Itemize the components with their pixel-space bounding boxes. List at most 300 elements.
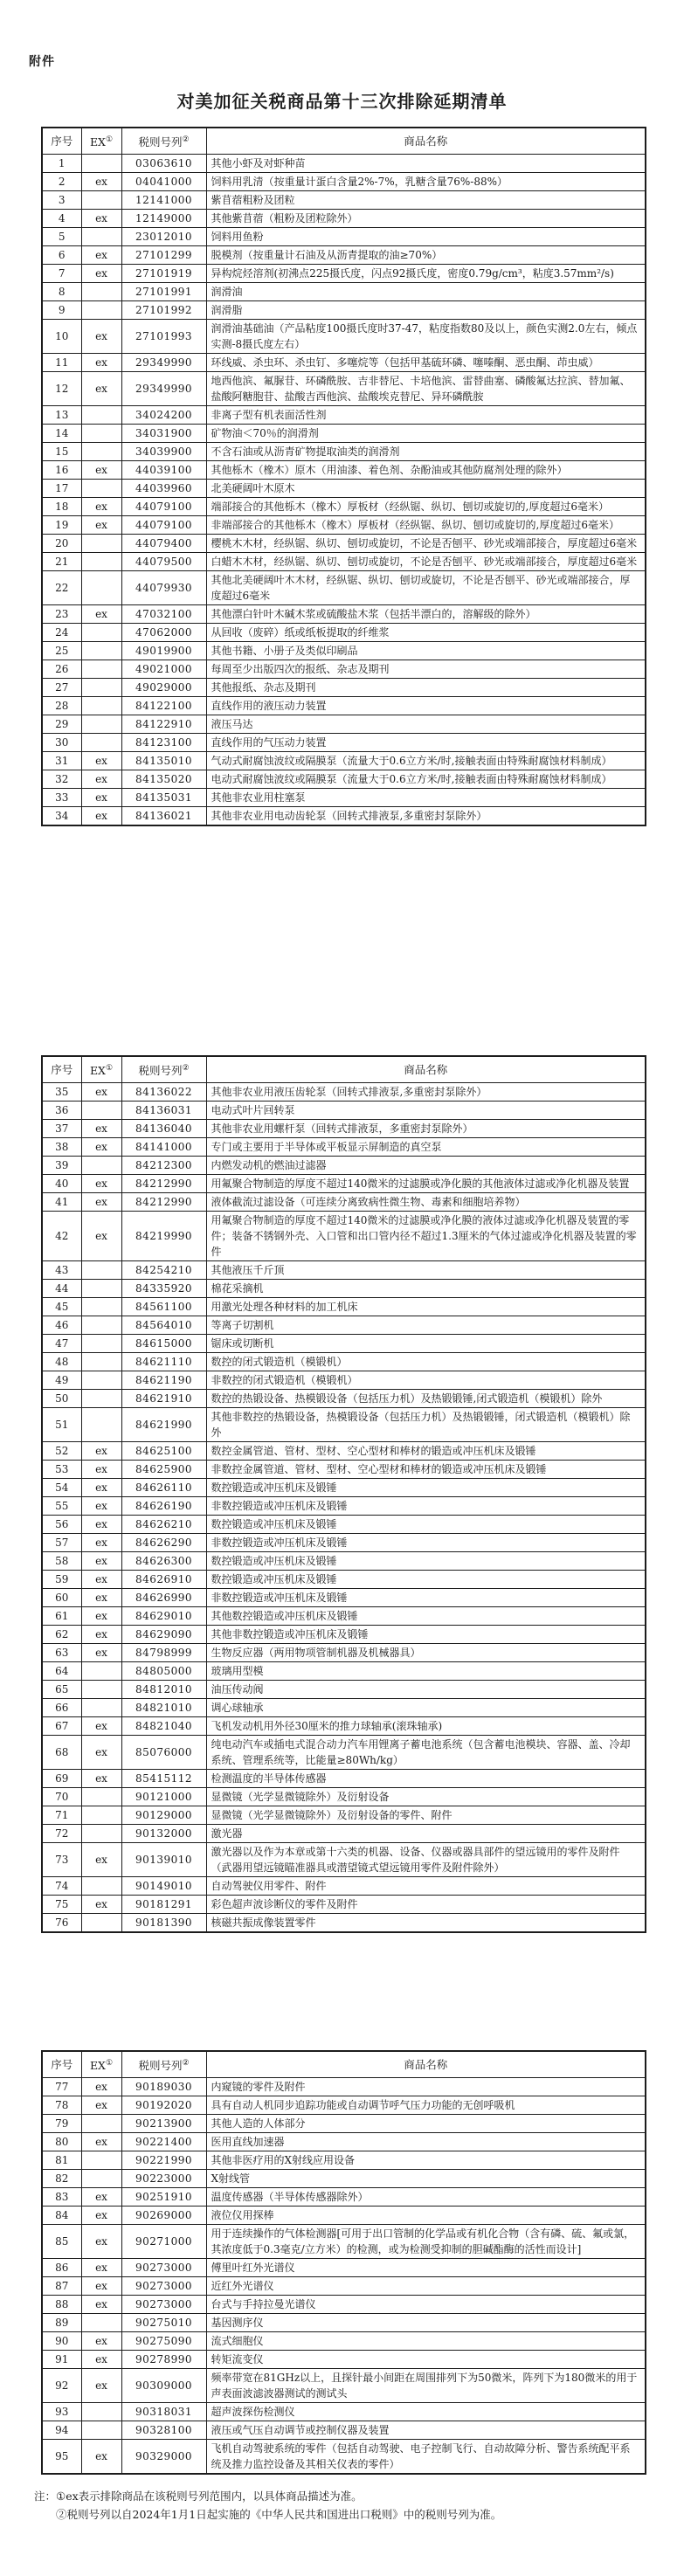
cell-tariff-code: 85076000 bbox=[121, 1736, 206, 1770]
cell-ex-flag: ex bbox=[81, 1193, 121, 1212]
cell-ex-flag bbox=[81, 301, 121, 320]
cell-product-name: 其他紫苜蓿（粗粉及团粒除外） bbox=[206, 210, 646, 228]
cell-tariff-code: 84123100 bbox=[121, 734, 206, 752]
cell-tariff-code: 84564010 bbox=[121, 1316, 206, 1335]
cell-serial-number: 72 bbox=[42, 1825, 81, 1843]
cell-ex-flag: ex bbox=[81, 605, 121, 624]
cell-serial-number: 91 bbox=[42, 2351, 81, 2369]
cell-serial-number: 66 bbox=[42, 1699, 81, 1717]
cell-ex-flag: ex bbox=[81, 1717, 121, 1736]
cell-ex-flag bbox=[81, 1280, 121, 1298]
cell-serial-number: 92 bbox=[42, 2369, 81, 2403]
table-row bbox=[42, 1736, 646, 1770]
cell-ex-flag: ex bbox=[81, 770, 121, 789]
cell-tariff-code: 12141000 bbox=[121, 191, 206, 210]
cell-serial-number: 54 bbox=[42, 1479, 81, 1497]
table-row bbox=[42, 807, 646, 826]
footnote-line-1 bbox=[34, 2487, 646, 2505]
exclusion-table-1 bbox=[41, 127, 646, 826]
table-row bbox=[42, 1261, 646, 1280]
cell-tariff-code: 84798999 bbox=[121, 1644, 206, 1662]
cell-tariff-code: 84212990 bbox=[121, 1193, 206, 1212]
cell-product-name: 核磁共振成像装置零件 bbox=[206, 1914, 646, 1933]
attachment-label: 附件 bbox=[29, 55, 55, 69]
cell-product-name: 锯床或切断机 bbox=[206, 1335, 646, 1353]
cell-product-name: 润滑油基础油（产品粘度100摄氏度时37-47，粘度指数80及以上，颜色实测2.0左右，倾点实测-8摄氏度左右） bbox=[206, 320, 646, 354]
cell-product-name: 其他非农业用液压齿轮泵（回转式排液泵,多重密封泵除外） bbox=[206, 1083, 646, 1102]
cell-serial-number: 35 bbox=[42, 1083, 81, 1102]
cell-product-name: 矿物油＜70％的润滑剂 bbox=[206, 425, 646, 443]
cell-tariff-code: 49019900 bbox=[121, 642, 206, 660]
table-row bbox=[42, 715, 646, 734]
cell-tariff-code: 90129000 bbox=[121, 1806, 206, 1825]
cell-product-name: 温度传感器（半导体传感器除外） bbox=[206, 2188, 646, 2207]
col-header-name: 商品名称 bbox=[206, 1056, 646, 1083]
cell-serial-number: 30 bbox=[42, 734, 81, 752]
table-row bbox=[42, 301, 646, 320]
table-row bbox=[42, 1335, 646, 1353]
cell-ex-flag bbox=[81, 1662, 121, 1681]
table-row bbox=[42, 1788, 646, 1806]
cell-tariff-code: 27101993 bbox=[121, 320, 206, 354]
cell-tariff-code: 44079100 bbox=[121, 516, 206, 535]
cell-ex-flag: ex bbox=[81, 2078, 121, 2096]
cell-product-name: 其他非医疗用的X射线应用设备 bbox=[206, 2151, 646, 2170]
table-row bbox=[42, 2369, 646, 2403]
table-row bbox=[42, 210, 646, 228]
table-row bbox=[42, 173, 646, 191]
cell-product-name: 数控的闭式锻造机（模锻机） bbox=[206, 1353, 646, 1371]
table-row bbox=[42, 1102, 646, 1120]
cell-serial-number: 17 bbox=[42, 480, 81, 498]
cell-tariff-code: 03063610 bbox=[121, 155, 206, 173]
cell-serial-number: 45 bbox=[42, 1298, 81, 1316]
cell-product-name: 非离子型有机表面活性剂 bbox=[206, 406, 646, 425]
table-row bbox=[42, 770, 646, 789]
cell-product-name: 每周至少出版四次的报纸、杂志及期刊 bbox=[206, 660, 646, 679]
table-row bbox=[42, 425, 646, 443]
cell-tariff-code: 84615000 bbox=[121, 1335, 206, 1353]
cell-ex-flag: ex bbox=[81, 461, 121, 480]
cell-serial-number: 73 bbox=[42, 1843, 81, 1877]
cell-product-name: 其他北美硬阔叶木木材，经纵锯、纵切、刨切或旋切，不论是否刨平、砂光或端部接合，厚度超过6毫米 bbox=[206, 571, 646, 605]
table-header-row bbox=[42, 2051, 646, 2078]
table-row bbox=[42, 1280, 646, 1298]
cell-tariff-code: 90328100 bbox=[121, 2421, 206, 2440]
cell-tariff-code: 84136021 bbox=[121, 807, 206, 826]
cell-tariff-code: 84212990 bbox=[121, 1175, 206, 1193]
table-row bbox=[42, 1770, 646, 1788]
cell-ex-flag: ex bbox=[81, 2332, 121, 2351]
table-row bbox=[42, 1138, 646, 1157]
cell-product-name: 台式与手持拉曼光谱仪 bbox=[206, 2296, 646, 2314]
cell-tariff-code: 90271000 bbox=[121, 2225, 206, 2259]
table-row bbox=[42, 2115, 646, 2133]
cell-serial-number: 8 bbox=[42, 283, 81, 301]
table-row bbox=[42, 354, 646, 372]
table-header-row bbox=[42, 1056, 646, 1083]
cell-serial-number: 49 bbox=[42, 1371, 81, 1390]
cell-serial-number: 88 bbox=[42, 2296, 81, 2314]
cell-ex-flag: ex bbox=[81, 752, 121, 770]
ex-footnote-ref: ① bbox=[105, 135, 114, 144]
table-row bbox=[42, 516, 646, 535]
cell-ex-flag bbox=[81, 2151, 121, 2170]
col-header-code: 税则号列② bbox=[121, 128, 206, 155]
cell-serial-number: 5 bbox=[42, 228, 81, 246]
cell-product-name: 用氟聚合物制造的厚度不超过140微米的过滤膜或净化膜的其他液体过滤或净化机器及装置 bbox=[206, 1175, 646, 1193]
table-row bbox=[42, 1552, 646, 1571]
table-row bbox=[42, 1699, 646, 1717]
cell-product-name: 激光器 bbox=[206, 1825, 646, 1843]
cell-ex-flag: ex bbox=[81, 1571, 121, 1589]
cell-ex-flag: ex bbox=[81, 807, 121, 826]
cell-ex-flag: ex bbox=[81, 1770, 121, 1788]
cell-product-name: 用氟聚合物制造的厚度不超过140微米的过滤膜或净化膜的液体过滤或净化机器及装置的零件；装备不锈钢外壳、入口管和出口管内径不超过1.3厘米的气体过滤或净化机器及装置的零件 bbox=[206, 1212, 646, 1261]
cell-ex-flag: ex bbox=[81, 2259, 121, 2277]
cell-serial-number: 13 bbox=[42, 406, 81, 425]
cell-ex-flag: ex bbox=[81, 2225, 121, 2259]
cell-tariff-code: 90132000 bbox=[121, 1825, 206, 1843]
cell-product-name: 紫苜蓿粗粉及团粒 bbox=[206, 191, 646, 210]
cell-product-name: 调心球轴承 bbox=[206, 1699, 646, 1717]
cell-ex-flag: ex bbox=[81, 1589, 121, 1607]
cell-ex-flag bbox=[81, 1102, 121, 1120]
cell-serial-number: 87 bbox=[42, 2277, 81, 2296]
cell-product-name: 电动式叶片回转泵 bbox=[206, 1102, 646, 1120]
table-row bbox=[42, 1607, 646, 1626]
cell-tariff-code: 44079930 bbox=[121, 571, 206, 605]
cell-product-name: 其他非农业用螺杆泵（回转式排液泵，多重密封泵除外） bbox=[206, 1120, 646, 1138]
cell-ex-flag bbox=[81, 1298, 121, 1316]
cell-ex-flag bbox=[81, 1699, 121, 1717]
table-row bbox=[42, 642, 646, 660]
cell-ex-flag: ex bbox=[81, 2207, 121, 2225]
cell-product-name: 润滑脂 bbox=[206, 301, 646, 320]
table-row bbox=[42, 789, 646, 807]
cell-serial-number: 82 bbox=[42, 2170, 81, 2188]
table-row bbox=[42, 1717, 646, 1736]
cell-ex-flag: ex bbox=[81, 1120, 121, 1138]
cell-serial-number: 48 bbox=[42, 1353, 81, 1371]
table-row bbox=[42, 2351, 646, 2369]
footnotes bbox=[34, 2487, 646, 2524]
cell-tariff-code: 90181291 bbox=[121, 1896, 206, 1914]
cell-serial-number: 1 bbox=[42, 155, 81, 173]
cell-serial-number: 25 bbox=[42, 642, 81, 660]
table-row bbox=[42, 697, 646, 715]
cell-ex-flag: ex bbox=[81, 1479, 121, 1497]
cell-serial-number: 75 bbox=[42, 1896, 81, 1914]
cell-tariff-code: 27101991 bbox=[121, 283, 206, 301]
cell-product-name: 其他小虾及对虾种苗 bbox=[206, 155, 646, 173]
cell-tariff-code: 90278990 bbox=[121, 2351, 206, 2369]
cell-product-name: 樱桃木木材，经纵锯、纵切、刨切或旋切，不论是否刨平、砂光或端部接合，厚度超过6毫米 bbox=[206, 535, 646, 553]
cell-tariff-code: 90221990 bbox=[121, 2151, 206, 2170]
cell-ex-flag: ex bbox=[81, 2188, 121, 2207]
cell-tariff-code: 90213900 bbox=[121, 2115, 206, 2133]
table-row bbox=[42, 1408, 646, 1442]
cell-ex-flag bbox=[81, 679, 121, 697]
cell-serial-number: 95 bbox=[42, 2440, 81, 2475]
table-row bbox=[42, 1589, 646, 1607]
cell-serial-number: 34 bbox=[42, 807, 81, 826]
table-row bbox=[42, 1193, 646, 1212]
cell-tariff-code: 84821010 bbox=[121, 1699, 206, 1717]
cell-tariff-code: 49021000 bbox=[121, 660, 206, 679]
footnote-line-2 bbox=[34, 2505, 646, 2524]
table-row bbox=[42, 1896, 646, 1914]
cell-serial-number: 7 bbox=[42, 265, 81, 283]
ex-footnote-ref: ① bbox=[105, 1064, 114, 1073]
cell-tariff-code: 84135010 bbox=[121, 752, 206, 770]
cell-tariff-code: 44079100 bbox=[121, 498, 206, 516]
cell-product-name: 飞机自动驾驶系统的零件（包括自动驾驶、电子控制飞行、自动故障分析、警告系统配平系统及推力监控设备及其相关仪表的零件） bbox=[206, 2440, 646, 2475]
cell-ex-flag: ex bbox=[81, 1644, 121, 1662]
cell-ex-flag bbox=[81, 734, 121, 752]
col-header-name: 商品名称 bbox=[206, 2051, 646, 2078]
cell-ex-flag bbox=[81, 1681, 121, 1699]
table-row bbox=[42, 1479, 646, 1497]
cell-product-name: 非端部接合的其他栎木（橡木）厚板材（经纵锯、纵切、刨切或旋切的,厚度超过6毫米） bbox=[206, 516, 646, 535]
code-footnote-ref: ② bbox=[182, 1064, 190, 1073]
cell-tariff-code: 84629090 bbox=[121, 1626, 206, 1644]
cell-product-name: 脱模剂（按重量计石油及从沥青提取的油≥70%） bbox=[206, 246, 646, 265]
cell-serial-number: 6 bbox=[42, 246, 81, 265]
cell-serial-number: 23 bbox=[42, 605, 81, 624]
cell-tariff-code: 90318031 bbox=[121, 2403, 206, 2421]
cell-product-name: 饲料用鱼粉 bbox=[206, 228, 646, 246]
cell-ex-flag bbox=[81, 697, 121, 715]
cell-ex-flag bbox=[81, 571, 121, 605]
cell-tariff-code: 90223000 bbox=[121, 2170, 206, 2188]
table-row bbox=[42, 1806, 646, 1825]
cell-ex-flag bbox=[81, 480, 121, 498]
cell-product-name: 超声波探伤检测仪 bbox=[206, 2403, 646, 2421]
cell-product-name: 饲料用乳清（按重量计蛋白含量2%-7%，乳糖含量76%-88%） bbox=[206, 173, 646, 191]
cell-ex-flag bbox=[81, 1788, 121, 1806]
cell-ex-flag: ex bbox=[81, 1534, 121, 1552]
ex-footnote-ref: ① bbox=[105, 2059, 114, 2068]
cell-ex-flag: ex bbox=[81, 320, 121, 354]
cell-ex-flag bbox=[81, 1408, 121, 1442]
cell-tariff-code: 84626190 bbox=[121, 1497, 206, 1516]
table-row bbox=[42, 228, 646, 246]
cell-serial-number: 44 bbox=[42, 1280, 81, 1298]
cell-ex-flag bbox=[81, 1914, 121, 1933]
footnote-text-2: ②税则号列以自2024年1月1日起实施的《中华人民共和国进出口税则》中的税则号列为准。 bbox=[56, 2508, 502, 2522]
cell-ex-flag: ex bbox=[81, 1083, 121, 1102]
cell-serial-number: 39 bbox=[42, 1157, 81, 1175]
table-row bbox=[42, 2170, 646, 2188]
cell-ex-flag bbox=[81, 2170, 121, 2188]
cell-serial-number: 9 bbox=[42, 301, 81, 320]
cell-serial-number: 71 bbox=[42, 1806, 81, 1825]
cell-serial-number: 40 bbox=[42, 1175, 81, 1193]
cell-product-name: 内燃发动机的燃油过滤器 bbox=[206, 1157, 646, 1175]
cell-ex-flag bbox=[81, 642, 121, 660]
cell-product-name: 其他非数控的热锻设备，热模锻设备（包括压力机）及热锻锻锤，闭式锻造机（模锻机）除外 bbox=[206, 1408, 646, 1442]
cell-ex-flag: ex bbox=[81, 1497, 121, 1516]
cell-serial-number: 65 bbox=[42, 1681, 81, 1699]
cell-product-name: 生物反应器（两用物项管制机器及机械器具） bbox=[206, 1644, 646, 1662]
cell-product-name: 非数控锻造或冲压机床及锻锤 bbox=[206, 1589, 646, 1607]
cell-product-name: 自动驾驶仪用零件、附件 bbox=[206, 1877, 646, 1896]
cell-ex-flag bbox=[81, 1825, 121, 1843]
table-row bbox=[42, 2277, 646, 2296]
cell-tariff-code: 84136031 bbox=[121, 1102, 206, 1120]
table-row bbox=[42, 372, 646, 406]
cell-ex-flag: ex bbox=[81, 2296, 121, 2314]
cell-tariff-code: 84625100 bbox=[121, 1442, 206, 1461]
cell-product-name: 液压马达 bbox=[206, 715, 646, 734]
cell-tariff-code: 84626910 bbox=[121, 1571, 206, 1589]
cell-tariff-code: 04041000 bbox=[121, 173, 206, 191]
cell-tariff-code: 84625900 bbox=[121, 1461, 206, 1479]
cell-tariff-code: 90275090 bbox=[121, 2332, 206, 2351]
cell-product-name: 从回收（废碎）纸或纸板提取的纤维浆 bbox=[206, 624, 646, 642]
table-row bbox=[42, 571, 646, 605]
cell-product-name: 飞机发动机用外径30厘米的推力球轴承(滚珠轴承) bbox=[206, 1717, 646, 1736]
cell-ex-flag bbox=[81, 1877, 121, 1896]
cell-serial-number: 81 bbox=[42, 2151, 81, 2170]
cell-product-name: 直线作用的气压动力装置 bbox=[206, 734, 646, 752]
table-row bbox=[42, 1390, 646, 1408]
table-row bbox=[42, 1644, 646, 1662]
table-row bbox=[42, 553, 646, 571]
cell-ex-flag bbox=[81, 191, 121, 210]
cell-ex-flag: ex bbox=[81, 1736, 121, 1770]
cell-serial-number: 64 bbox=[42, 1662, 81, 1681]
col-header-code: 税则号列② bbox=[121, 1056, 206, 1083]
cell-tariff-code: 29349990 bbox=[121, 354, 206, 372]
cell-serial-number: 14 bbox=[42, 425, 81, 443]
cell-ex-flag: ex bbox=[81, 2096, 121, 2115]
cell-ex-flag bbox=[81, 1353, 121, 1371]
cell-serial-number: 74 bbox=[42, 1877, 81, 1896]
cell-ex-flag: ex bbox=[81, 2440, 121, 2475]
cell-product-name: 其他报纸、杂志及期刊 bbox=[206, 679, 646, 697]
cell-tariff-code: 27101919 bbox=[121, 265, 206, 283]
cell-product-name: 非数控金属管道、管材、型材、空心型材和棒材的锻造或冲压机床及锻锤 bbox=[206, 1461, 646, 1479]
table-row bbox=[42, 2314, 646, 2332]
cell-serial-number: 89 bbox=[42, 2314, 81, 2332]
cell-serial-number: 62 bbox=[42, 1626, 81, 1644]
cell-ex-flag: ex bbox=[81, 498, 121, 516]
cell-product-name: 频率带宽在81GHz以上，且探针最小间距在周围排列下为50微米，阵列下为180微米的用于声表面波滤波器测试的测试头 bbox=[206, 2369, 646, 2403]
table-row bbox=[42, 1843, 646, 1877]
table-row bbox=[42, 1516, 646, 1534]
cell-product-name: 转矩流变仪 bbox=[206, 2351, 646, 2369]
code-footnote-ref: ② bbox=[182, 2059, 190, 2068]
cell-product-name: 专门或主要用于半导体或平板显示屏制造的真空泵 bbox=[206, 1138, 646, 1157]
cell-tariff-code: 27101992 bbox=[121, 301, 206, 320]
cell-tariff-code: 84805000 bbox=[121, 1662, 206, 1681]
table-row bbox=[42, 2078, 646, 2096]
cell-product-name: 显微镜（光学显微镜除外）及衍射设备的零件、附件 bbox=[206, 1806, 646, 1825]
table-row bbox=[42, 246, 646, 265]
cell-ex-flag: ex bbox=[81, 2133, 121, 2151]
cell-ex-flag bbox=[81, 553, 121, 571]
cell-tariff-code: 84626300 bbox=[121, 1552, 206, 1571]
cell-serial-number: 2 bbox=[42, 173, 81, 191]
cell-product-name: 数控锻造或冲压机床及锻锤 bbox=[206, 1479, 646, 1497]
cell-ex-flag bbox=[81, 1157, 121, 1175]
cell-product-name: 环线威、杀虫环、杀虫钉、多噻烷等（包括甲基硫环磷、噻嗪酮、恶虫酮、茚虫威） bbox=[206, 354, 646, 372]
cell-ex-flag: ex bbox=[81, 1516, 121, 1534]
col-header-ex: EX① bbox=[81, 2051, 121, 2078]
cell-serial-number: 16 bbox=[42, 461, 81, 480]
cell-product-name: 其他人造的人体部分 bbox=[206, 2115, 646, 2133]
cell-product-name: 等离子切割机 bbox=[206, 1316, 646, 1335]
cell-product-name: 白蜡木木材，经纵锯、纵切、刨切或旋切，不论是否刨平、砂光或端部接合，厚度超过6毫米 bbox=[206, 553, 646, 571]
table-row bbox=[42, 2296, 646, 2314]
cell-serial-number: 20 bbox=[42, 535, 81, 553]
cell-product-name: 流式细胞仪 bbox=[206, 2332, 646, 2351]
table-row bbox=[42, 605, 646, 624]
cell-ex-flag: ex bbox=[81, 2351, 121, 2369]
table-header-row bbox=[42, 128, 646, 155]
cell-tariff-code: 84621910 bbox=[121, 1390, 206, 1408]
cell-product-name: 其他数控锻造或冲压机床及锻锤 bbox=[206, 1607, 646, 1626]
cell-tariff-code: 49029000 bbox=[121, 679, 206, 697]
cell-product-name: 液体截流过滤设备（可连续分离致病性微生物、毒素和细胞培养物） bbox=[206, 1193, 646, 1212]
cell-serial-number: 61 bbox=[42, 1607, 81, 1626]
cell-ex-flag bbox=[81, 1371, 121, 1390]
table-row bbox=[42, 2096, 646, 2115]
page-title: 对美加征关税商品第十三次排除延期清单 bbox=[176, 91, 508, 112]
cell-tariff-code: 84621190 bbox=[121, 1371, 206, 1390]
cell-product-name: 不含石油或从沥青矿物提取油类的润滑剂 bbox=[206, 443, 646, 461]
cell-tariff-code: 90273000 bbox=[121, 2296, 206, 2314]
cell-tariff-code: 90309000 bbox=[121, 2369, 206, 2403]
code-footnote-ref: ② bbox=[182, 135, 190, 144]
table-row bbox=[42, 1626, 646, 1644]
table-row bbox=[42, 1083, 646, 1102]
cell-tariff-code: 84212300 bbox=[121, 1157, 206, 1175]
cell-product-name: 其他书籍、小册子及类似印刷品 bbox=[206, 642, 646, 660]
cell-serial-number: 12 bbox=[42, 372, 81, 406]
table-row bbox=[42, 2440, 646, 2475]
cell-serial-number: 52 bbox=[42, 1442, 81, 1461]
cell-serial-number: 83 bbox=[42, 2188, 81, 2207]
cell-tariff-code: 84621990 bbox=[121, 1408, 206, 1442]
cell-serial-number: 26 bbox=[42, 660, 81, 679]
cell-ex-flag bbox=[81, 228, 121, 246]
footnote-label: 注： bbox=[34, 2490, 57, 2503]
table-row bbox=[42, 1298, 646, 1316]
cell-ex-flag bbox=[81, 2403, 121, 2421]
cell-serial-number: 68 bbox=[42, 1736, 81, 1770]
cell-tariff-code: 84626110 bbox=[121, 1479, 206, 1497]
cell-serial-number: 46 bbox=[42, 1316, 81, 1335]
col-header-no: 序号 bbox=[42, 1056, 81, 1083]
cell-ex-flag bbox=[81, 1390, 121, 1408]
table-row bbox=[42, 1175, 646, 1193]
cell-tariff-code: 47062000 bbox=[121, 624, 206, 642]
cell-product-name: 非数控的闭式锻造机（模锻机） bbox=[206, 1371, 646, 1390]
cell-serial-number: 50 bbox=[42, 1390, 81, 1408]
cell-ex-flag: ex bbox=[81, 210, 121, 228]
cell-tariff-code: 47032100 bbox=[121, 605, 206, 624]
cell-serial-number: 60 bbox=[42, 1589, 81, 1607]
cell-tariff-code: 90329000 bbox=[121, 2440, 206, 2475]
table-row bbox=[42, 2403, 646, 2421]
cell-product-name: 数控锻造或冲压机床及锻锤 bbox=[206, 1516, 646, 1534]
cell-serial-number: 69 bbox=[42, 1770, 81, 1788]
table-row bbox=[42, 2188, 646, 2207]
cell-product-name: 激光器以及作为本章或第十六类的机器、设备、仪器或器具部件的望远镜用的零件及附件（武器用望远镜瞄准器具或潜望镜式望远镜用零件及附件除外） bbox=[206, 1843, 646, 1877]
